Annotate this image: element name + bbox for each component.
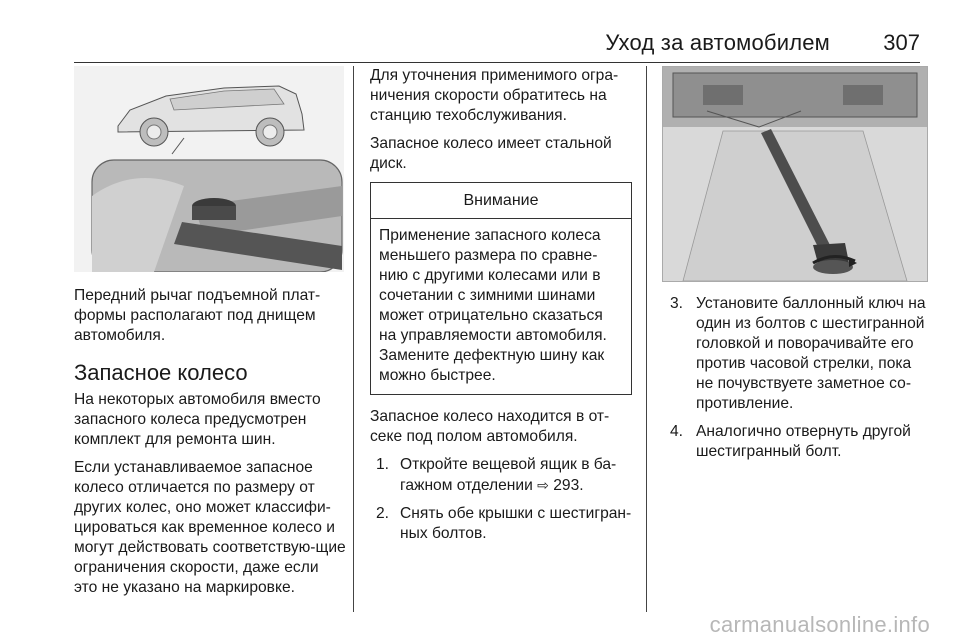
list-item	[376, 504, 632, 544]
step-text: Снять обе крышки с шестигран-ных болтов.	[400, 505, 632, 542]
step-number: 1.	[376, 456, 390, 473]
warning-title: Внимание	[371, 183, 631, 219]
page-reference-link[interactable]: 293.	[553, 477, 584, 494]
list-item	[670, 294, 928, 414]
step-number: 4.	[670, 423, 684, 440]
figure-caption: Передний рычаг подъемной плат-формы располагают под днищем автомобиля.	[74, 287, 321, 344]
page-number: 307	[883, 30, 920, 55]
paragraph: Для уточнения применимого огра-ничения скорости обратитесь на станцию техобслуживания.	[370, 67, 619, 124]
column-2	[370, 66, 632, 552]
column-1	[74, 66, 346, 606]
paragraph: На некоторых автомобиля вместо запасного колеса предусмотрен комплект для ремонта шин.	[74, 391, 321, 448]
arrow-ref-icon: ⇨	[537, 477, 549, 493]
column-3	[662, 66, 928, 470]
car-lift-drawing	[74, 66, 344, 272]
paragraph: Запасное колесо находится в от-секе под полом автомобиля.	[370, 408, 610, 445]
step-text: Установите баллонный ключ на один из болтов с шестигранной головкой и поворачивайте его против часовой стрелки, пока не почувствуете заметное со-противление.	[696, 295, 926, 412]
page-title: Уход за автомобилем	[605, 30, 830, 55]
wheel-wrench-drawing	[663, 67, 927, 281]
header-divider	[74, 62, 920, 63]
page-header	[74, 24, 920, 64]
warning-text: Применение запасного колеса меньшего размера по сравне-нию с другими колесами или в сочетании с зимними шинами может отрицательно сказаться на управляемости автомобиля. Замените дефектную шину как можно быстрее.	[379, 227, 607, 384]
column-divider-1	[353, 66, 354, 612]
warning-box	[370, 182, 632, 395]
column-divider-2	[646, 66, 647, 612]
list-item	[376, 455, 632, 496]
list-item	[670, 422, 928, 462]
step-text: Аналогично отвернуть другой шестигранный болт.	[696, 423, 911, 460]
section-heading-spare-wheel: Запасное колесо	[74, 360, 248, 385]
steps-list	[370, 455, 632, 544]
step-text: Откройте вещевой ящик в ба-гажном отделении	[400, 456, 617, 494]
step-number: 2.	[376, 505, 390, 522]
wheel-wrench-illustration	[662, 66, 928, 282]
watermark: carmanualsonline.info	[709, 612, 930, 637]
paragraph: Если устанавливаемое запасное колесо отличается по размеру от других колес, оно может классифи-цироваться как временное колесо и могут действовать соответствую-щие ограничения скорости, даже если это не указано на маркировке.	[74, 459, 346, 596]
step-number: 3.	[670, 295, 684, 312]
car-lift-illustration	[74, 66, 344, 272]
paragraph: Запасное колесо имеет стальной диск.	[370, 135, 612, 172]
steps-list	[662, 294, 928, 462]
